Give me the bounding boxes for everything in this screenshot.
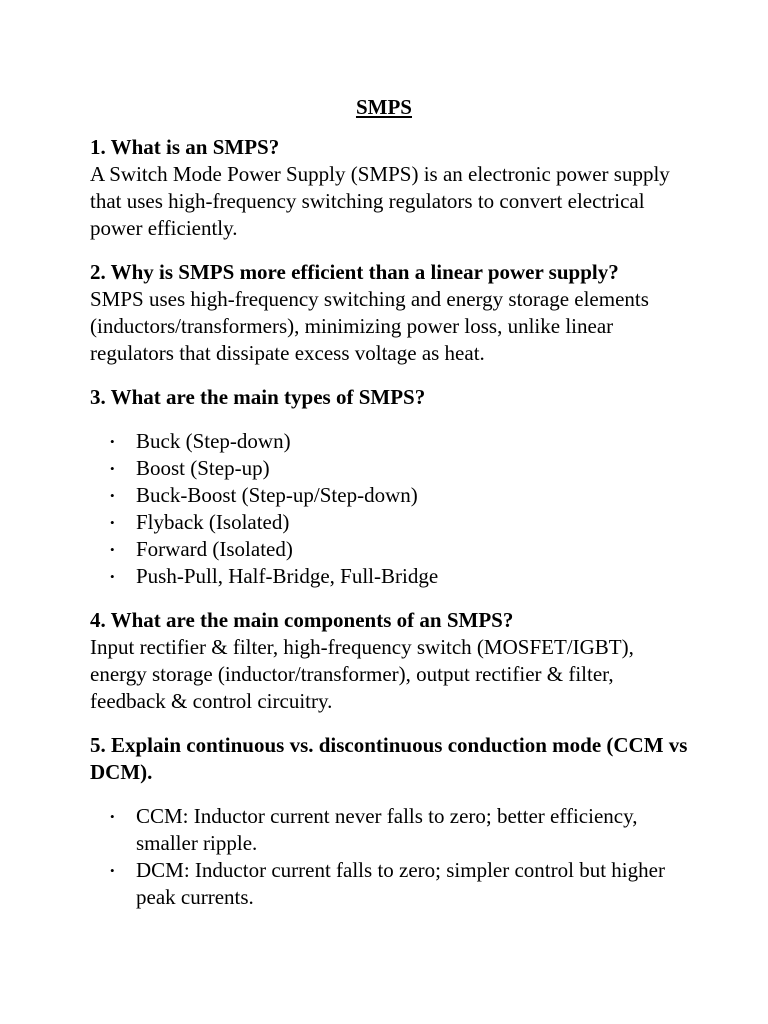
question-4: 4. What are the main components of an SMPS? [90, 608, 514, 632]
question-3: 3. What are the main types of SMPS? [90, 385, 426, 409]
list-item: • Boost (Step-up) [110, 456, 270, 480]
list-item: • Forward (Isolated) [110, 537, 293, 561]
section-5 [90, 732, 690, 911]
answer-4: Input rectifier & filter, high-frequency switch (MOSFET/IGBT), energy storage (inductor/transformer), output rectifier & filter, feedback & control circuitry. [90, 635, 634, 713]
bullet-icon: • [110, 488, 115, 503]
bullet-icon: • [110, 515, 115, 530]
page-title: SMPS [355, 95, 412, 119]
section-3 [90, 384, 690, 590]
section-4 [90, 607, 690, 715]
document-page [90, 94, 690, 911]
list-item: • Buck (Step-down) [110, 429, 291, 453]
list-item: • Push-Pull, Half-Bridge, Full-Bridge [110, 564, 439, 588]
bullet-icon: • [110, 569, 115, 584]
question-2: 2. Why is SMPS more efficient than a linear power supply? [90, 260, 619, 284]
question-5: 5. Explain continuous vs. discontinuous conduction mode (CCM vs DCM). [90, 733, 688, 784]
list-item: • DCM: Inductor current falls to zero; simpler control but higher peak currents. [110, 858, 665, 909]
list-item: • Buck-Boost (Step-up/Step-down) [110, 483, 418, 507]
answer-2: SMPS uses high-frequency switching and energy storage elements (inductors/transformers), minimizing power loss, unlike linear regulators that dissipate excess voltage as heat. [90, 287, 649, 365]
smps-types-list [90, 428, 690, 590]
list-item: • Flyback (Isolated) [110, 510, 290, 534]
bullet-icon: • [110, 542, 115, 557]
conduction-mode-list [90, 803, 690, 911]
bullet-icon: • [110, 434, 115, 449]
section-1 [90, 134, 690, 242]
list-item: • CCM: Inductor current never falls to zero; better efficiency, smaller ripple. [110, 804, 638, 855]
section-2 [90, 259, 690, 367]
bullet-icon: • [110, 809, 115, 824]
bullet-icon: • [110, 461, 115, 476]
bullet-icon: • [110, 863, 115, 878]
answer-1: A Switch Mode Power Supply (SMPS) is an electronic power supply that uses high-frequency switching regulators to convert electrical power efficiently. [90, 162, 670, 240]
question-1: 1. What is an SMPS? [90, 135, 280, 159]
